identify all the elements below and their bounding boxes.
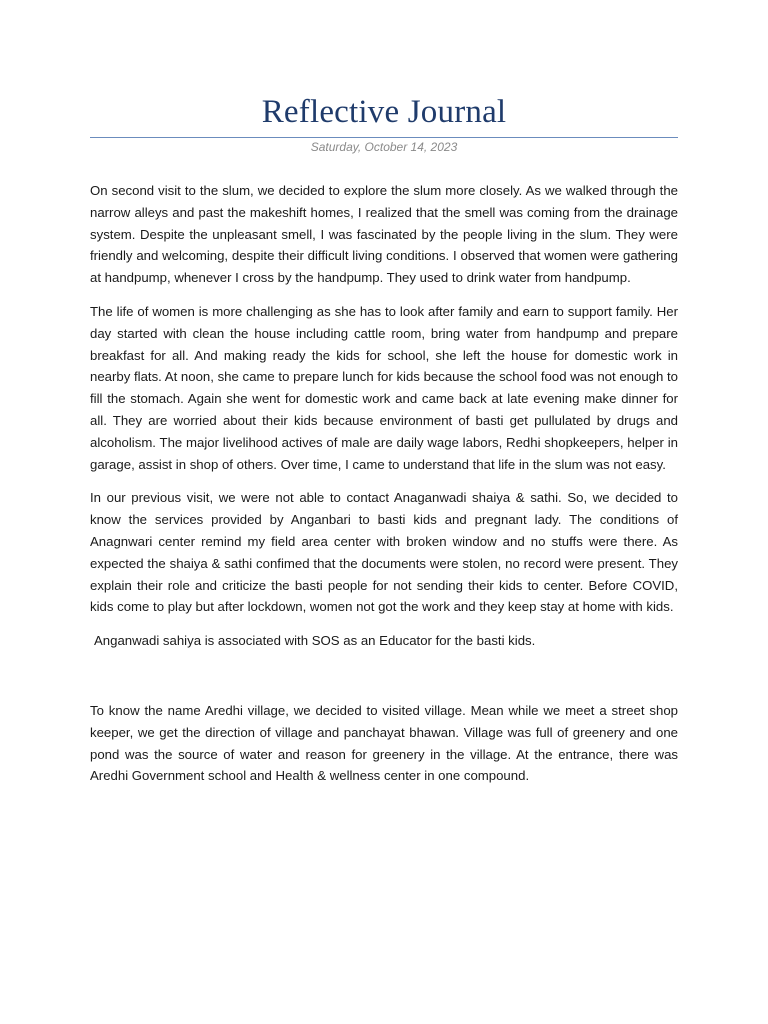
paragraph-women-life: The life of women is more challenging as she has to look after family and earn to support family. Her day started with clean the house including cattle room, bring water from handpump and prepare breakfast for all. And making ready the kids for school, she left the house for domestic work in nearby flats. At noon, she came to prepare lunch for kids because the school food was not enough to fill the stomach. Again she went for domestic work and came back at late evening make dinner for all. They are worried about their kids because environment of basti get pullulated by drugs and alcoholism. The major livelihood actives of male are daily wage labors, Redhi shopkeepers, helper in garage, assist in shop of others. Over time, I came to understand that life in the slum was not easy. (90, 303, 678, 472)
title-divider (90, 137, 678, 138)
paragraph-aredhi-village: To know the name Aredhi village, we decided to visited village. Mean while we meet a street shop keeper, we get the direction of village and panchayat bhawan. Village was full of greenery and one pond was the source of water and reason for greenery in the village. At the entrance, there was Aredhi Government school and Health & wellness center in one compound. (90, 702, 678, 784)
journal-body (90, 180, 678, 799)
journal-date: Saturday, October 14, 2023 (310, 140, 458, 154)
paragraph-anganwadi-note: Anganwadi sahiya is associated with SOS as an Educator for the basti kids. (94, 633, 536, 649)
page-title: Reflective Journal (261, 94, 507, 130)
paragraph-slum-visit: On second visit to the slum, we decided to explore the slum more closely. As we walked through the narrow alleys and past the makeshift homes, I realized that the smell was coming from the drainage system. Despite the unpleasant smell, I was fascinated by the people living in the slum. They were friendly and welcoming, despite their difficult living conditions. I observed that women were gathering at handpump, whenever I cross by the handpump. They used to drink water from handpump. (90, 183, 678, 286)
paragraph-anganwadi-visit: In our previous visit, we were not able to contact Anaganwadi shaiya & sathi. So, we decided to know the services provided by Anganbari to basti kids and pregnant lady. The conditions of Anagnwari center remind my field area center with broken window and no stuffs were there. As expected the shaiya & sathi confimed that the documents were stolen, no record were present. They explain their role and criticize the basti people for not sending their kids to center. Before COVID, kids come to play but after lockdown, women not got the work and they keep stay at home with kids. (90, 490, 678, 615)
